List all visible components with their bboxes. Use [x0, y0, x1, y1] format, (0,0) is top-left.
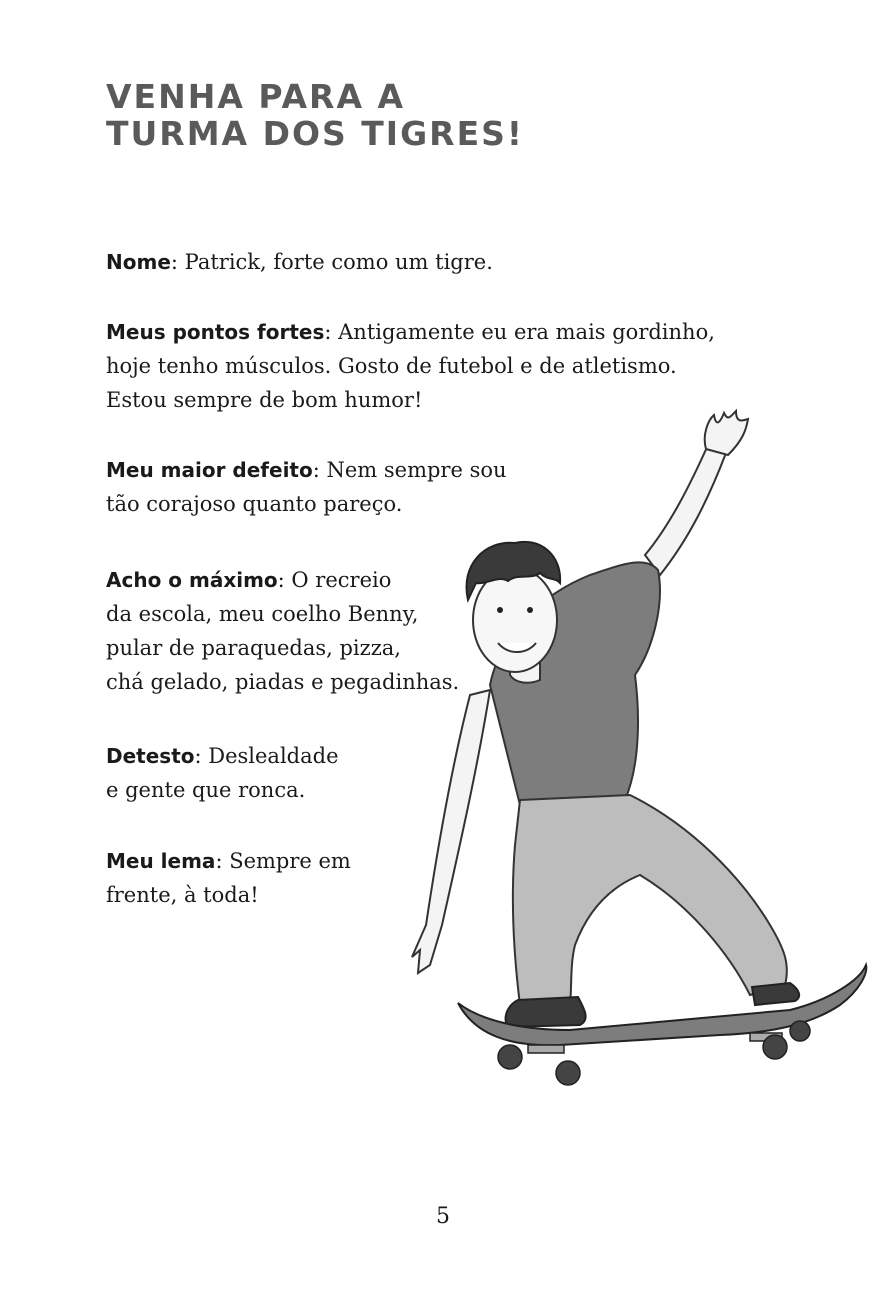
section-text: tão corajoso quanto pareço. — [106, 492, 403, 516]
section-label: Nome — [106, 250, 171, 274]
section-text: : Nem sempre sou — [312, 458, 507, 482]
section-text: : Deslealdade — [194, 744, 339, 768]
left-shoe — [506, 997, 586, 1027]
wheel — [790, 1021, 810, 1041]
page-title — [106, 78, 524, 152]
section-text: : Sempre em — [215, 849, 351, 873]
section-text: : Patrick, forte como um tigre. — [170, 250, 493, 274]
section-text: da escola, meu coelho Benny, — [106, 602, 419, 626]
section-text: e gente que ronca. — [106, 778, 306, 802]
raised-arm — [645, 445, 726, 575]
raised-hand — [705, 411, 748, 455]
wheel — [763, 1035, 787, 1059]
section-motto — [106, 844, 351, 912]
section-dislikes — [106, 739, 339, 807]
pants — [513, 795, 787, 1005]
section-text: : O recreio — [277, 568, 392, 592]
section-label: Meu maior defeito — [106, 458, 313, 482]
page-number: 5 — [436, 1204, 450, 1229]
eye-left — [497, 607, 503, 613]
section-text: chá gelado, piadas e pegadinhas. — [106, 670, 460, 694]
eye-right — [527, 607, 533, 613]
section-text: pular de paraquedas, pizza, — [106, 636, 401, 660]
section-label: Acho o máximo — [106, 568, 278, 592]
head — [473, 568, 557, 672]
section-label: Meu lema — [106, 849, 216, 873]
truck-front — [528, 1045, 564, 1053]
wheel — [556, 1061, 580, 1085]
title-line-1: VENHA PARA A — [106, 77, 406, 116]
title-line-2: TURMA DOS TIGRES! — [106, 114, 524, 153]
section-strengths — [106, 315, 715, 417]
wheel — [498, 1045, 522, 1069]
skateboarder-illustration — [390, 405, 880, 1105]
left-arm — [412, 690, 490, 973]
section-text: frente, à toda! — [106, 883, 259, 907]
section-text: Estou sempre de bom humor! — [106, 388, 423, 412]
section-text: : Antigamente eu era mais gordinho, — [324, 320, 715, 344]
section-label: Detesto — [106, 744, 195, 768]
section-name — [106, 245, 493, 279]
right-shoe — [752, 983, 799, 1005]
section-text: hoje tenho músculos. Gosto de futebol e de atletismo. — [106, 354, 677, 378]
section-label: Meus pontos fortes — [106, 320, 325, 344]
